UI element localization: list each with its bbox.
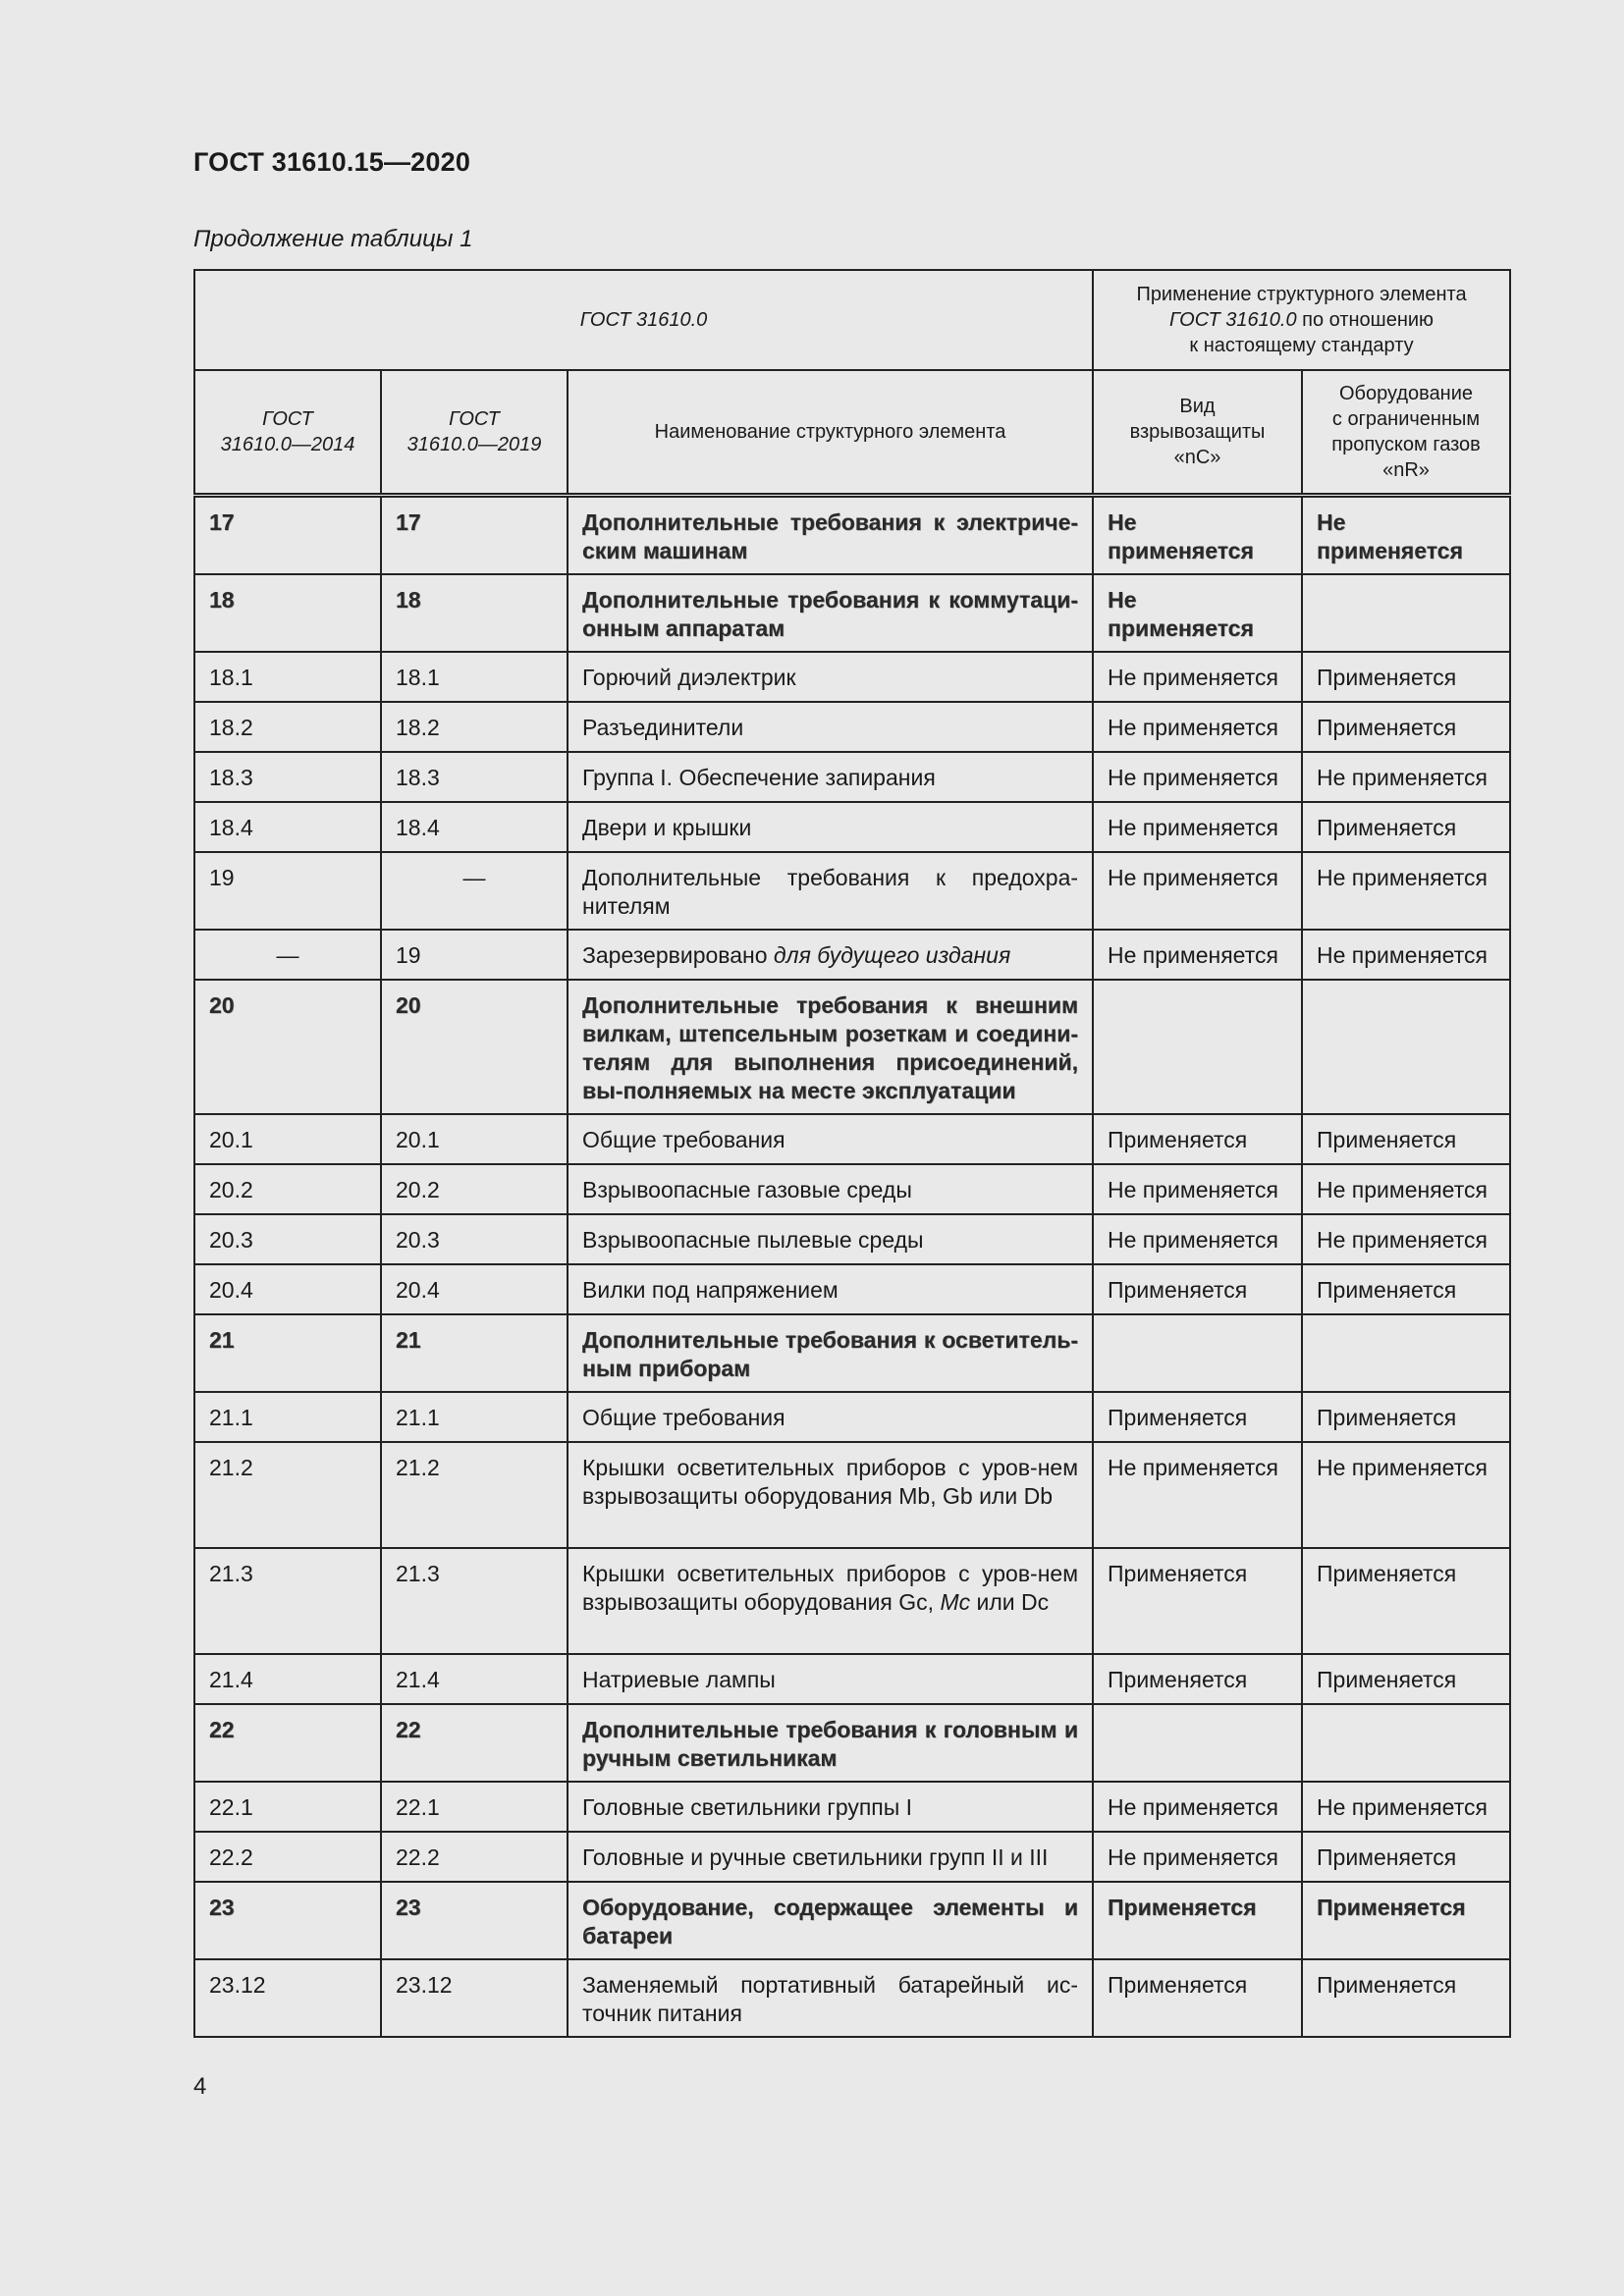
cell-nc: Не применяется (1093, 496, 1302, 575)
cell-element-name: Дополнительные требования к головным и ручным светильникам (568, 1704, 1093, 1782)
cell-gost-2019: 22 (381, 1704, 568, 1782)
group-header-application-ref: ГОСТ 31610.0 (1168, 309, 1297, 331)
cell-gost-2014: 22.1 (194, 1782, 381, 1832)
cell-gost-2019: 23.12 (381, 1959, 568, 2037)
cell-element-name-italic: Mc (940, 1589, 971, 1615)
cell-gost-2019: 21.3 (381, 1548, 568, 1654)
table-row (194, 1264, 1510, 1314)
cell-nc: Применяется (1093, 1654, 1302, 1704)
table-row (194, 930, 1510, 980)
column-header-equipment-nr (1302, 370, 1510, 496)
group-header-application-line3: к настоящему стандарту (1189, 335, 1414, 356)
cell-nc: Применяется (1093, 1959, 1302, 2037)
cell-gost-2014: 22.2 (194, 1832, 381, 1882)
group-header-application (1093, 270, 1510, 370)
column-header-nr-line4: «nR» (1382, 459, 1430, 481)
cell-nr (1302, 980, 1510, 1114)
column-header-gost-2014 (194, 370, 381, 496)
column-header-nr-line1: Оборудование (1339, 383, 1474, 404)
table-row (194, 802, 1510, 852)
cell-gost-2019: 18 (381, 574, 568, 652)
cell-nc: Не применяется (1093, 852, 1302, 930)
cell-gost-2019: — (381, 852, 568, 930)
column-header-element-name: Наименование структурного элемента (568, 370, 1093, 496)
cell-element-name: Головные светильники группы I (568, 1782, 1093, 1832)
cell-nc: Применяется (1093, 1548, 1302, 1654)
cell-nc: Применяется (1093, 1882, 1302, 1959)
document-title: ГОСТ 31610.15—2020 (193, 147, 471, 177)
cell-nr: Применяется (1302, 1832, 1510, 1882)
table-row (194, 1442, 1510, 1548)
table-row (194, 1832, 1510, 1882)
cell-element-name: Общие требования (568, 1114, 1093, 1164)
cell-gost-2014: 20.4 (194, 1264, 381, 1314)
cell-gost-2019: 19 (381, 930, 568, 980)
cell-element-name: Дополнительные требования к электриче-ским машинам (568, 496, 1093, 575)
table-row (194, 1959, 1510, 2037)
page-number: 4 (193, 2073, 207, 2100)
cell-element-name: Головные и ручные светильники групп II и III (568, 1832, 1093, 1882)
cell-gost-2014: 21.1 (194, 1392, 381, 1442)
table-row (194, 1782, 1510, 1832)
cell-gost-2014: 21 (194, 1314, 381, 1392)
column-header-nr-line2: с ограниченным (1331, 408, 1481, 430)
cell-gost-2019: 18.2 (381, 702, 568, 752)
cell-nr: Не применяется (1302, 1214, 1510, 1264)
cell-nr: Не применяется (1302, 1782, 1510, 1832)
cell-gost-2019: 23 (381, 1882, 568, 1959)
cell-element-name: Натриевые лампы (568, 1654, 1093, 1704)
table-header-row-columns (194, 370, 1510, 496)
cell-gost-2019: 20 (381, 980, 568, 1114)
cell-nc (1093, 980, 1302, 1114)
cell-element-name-italic: для будущего издания (773, 942, 1011, 968)
cell-nc: Применяется (1093, 1264, 1302, 1314)
cell-nc: Не применяется (1093, 802, 1302, 852)
cell-nr (1302, 574, 1510, 652)
cell-nc: Применяется (1093, 1114, 1302, 1164)
cell-nc: Не применяется (1093, 574, 1302, 652)
cell-nr: Применяется (1302, 802, 1510, 852)
cell-nr: Применяется (1302, 1548, 1510, 1654)
cell-gost-2014: 20.1 (194, 1114, 381, 1164)
column-header-nc-line1: Вид (1179, 396, 1216, 417)
table-row (194, 702, 1510, 752)
group-header-gost: ГОСТ 31610.0 (194, 270, 1093, 370)
cell-gost-2014: — (194, 930, 381, 980)
table-row (194, 1548, 1510, 1654)
cell-gost-2019: 18.3 (381, 752, 568, 802)
cell-element-name: Дополнительные требования к коммутаци-онным аппаратам (568, 574, 1093, 652)
column-header-nc-line3: «nC» (1173, 447, 1221, 468)
cell-gost-2014: 18.3 (194, 752, 381, 802)
cell-gost-2019: 20.1 (381, 1114, 568, 1164)
group-header-application-line2: по отношению (1296, 309, 1435, 331)
column-header-gost-2019-line1: ГОСТ (449, 408, 500, 430)
table-row (194, 1882, 1510, 1959)
cell-element-name (568, 1548, 1093, 1654)
cell-gost-2014: 23.12 (194, 1959, 381, 2037)
table-row (194, 1704, 1510, 1782)
cell-gost-2014: 17 (194, 496, 381, 575)
cell-nr: Применяется (1302, 1882, 1510, 1959)
table-continuation-caption: Продолжение таблицы 1 (193, 226, 473, 252)
cell-element-name: Взрывоопасные пылевые среды (568, 1214, 1093, 1264)
table-row (194, 496, 1510, 575)
column-header-protection-nc (1093, 370, 1302, 496)
cell-nc: Применяется (1093, 1392, 1302, 1442)
cell-gost-2014: 21.4 (194, 1654, 381, 1704)
cell-gost-2019: 21.1 (381, 1392, 568, 1442)
table-row (194, 1214, 1510, 1264)
cell-nc (1093, 1704, 1302, 1782)
cell-nc: Не применяется (1093, 1832, 1302, 1882)
cell-element-name: Вилки под напряжением (568, 1264, 1093, 1314)
cell-element-name-text: Зарезервировано (582, 942, 774, 968)
table-row (194, 1314, 1510, 1392)
table-row (194, 752, 1510, 802)
cell-element-name: Группа I. Обеспечение запирания (568, 752, 1093, 802)
cell-element-name: Разъединители (568, 702, 1093, 752)
table-row (194, 1114, 1510, 1164)
table-row (194, 652, 1510, 702)
cell-gost-2014: 20 (194, 980, 381, 1114)
cell-nr: Применяется (1302, 1114, 1510, 1164)
table-row (194, 574, 1510, 652)
table-row (194, 1392, 1510, 1442)
cell-nc (1093, 1314, 1302, 1392)
cell-gost-2019: 22.1 (381, 1782, 568, 1832)
cell-nr (1302, 1314, 1510, 1392)
cell-gost-2019: 17 (381, 496, 568, 575)
cell-nr: Применяется (1302, 1392, 1510, 1442)
cell-nr: Применяется (1302, 652, 1510, 702)
cell-nc: Не применяется (1093, 702, 1302, 752)
cell-nr: Применяется (1302, 702, 1510, 752)
cell-gost-2019: 22.2 (381, 1832, 568, 1882)
cell-nc: Не применяется (1093, 1442, 1302, 1548)
cell-element-name: Заменяемый портативный батарейный ис-точник питания (568, 1959, 1093, 2037)
cell-nr: Не применяется (1302, 1164, 1510, 1214)
cell-nr (1302, 1704, 1510, 1782)
cell-nr: Не применяется (1302, 1442, 1510, 1548)
column-header-gost-2019 (381, 370, 568, 496)
cell-element-name: Дополнительные требования к предохра-нителям (568, 852, 1093, 930)
table-row (194, 852, 1510, 930)
cell-gost-2014: 21.3 (194, 1548, 381, 1654)
column-header-gost-2014-line2: 31610.0—2014 (220, 434, 355, 455)
cell-gost-2014: 21.2 (194, 1442, 381, 1548)
cell-gost-2019: 18.4 (381, 802, 568, 852)
cell-gost-2019: 20.3 (381, 1214, 568, 1264)
table-row (194, 1164, 1510, 1214)
cell-element-name: Дополнительные требования к внешним вилкам, штепсельным розеткам и соедини-телям для выполнения присоединений, вы-полняемых на месте эксплуатации (568, 980, 1093, 1114)
cell-element-name: Общие требования (568, 1392, 1093, 1442)
cell-nr: Применяется (1302, 1654, 1510, 1704)
cell-nr: Не применяется (1302, 930, 1510, 980)
cell-gost-2014: 23 (194, 1882, 381, 1959)
column-header-nc-line2: взрывозащиты (1129, 421, 1266, 443)
cell-gost-2014: 18.1 (194, 652, 381, 702)
table-row (194, 980, 1510, 1114)
cell-gost-2014: 18.2 (194, 702, 381, 752)
cell-nc: Не применяется (1093, 1164, 1302, 1214)
cell-gost-2014: 18 (194, 574, 381, 652)
cell-nc: Не применяется (1093, 752, 1302, 802)
cell-gost-2019: 18.1 (381, 652, 568, 702)
cell-element-name-text: Крышки осветительных приборов с уров-нем взрывозащиты оборудования Gc, (582, 1561, 1079, 1615)
cell-gost-2014: 22 (194, 1704, 381, 1782)
cell-gost-2014: 19 (194, 852, 381, 930)
cell-element-name: Крышки осветительных приборов с уров-нем взрывозащиты оборудования Mb, Gb или Db (568, 1442, 1093, 1548)
cell-gost-2014: 18.4 (194, 802, 381, 852)
cell-element-name: Взрывоопасные газовые среды (568, 1164, 1093, 1214)
cell-nr: Не применяется (1302, 496, 1510, 575)
cell-element-name: Горючий диэлектрик (568, 652, 1093, 702)
cell-gost-2019: 20.2 (381, 1164, 568, 1214)
cell-element-name: Дополнительные требования к осветитель-ным приборам (568, 1314, 1093, 1392)
table-header-row-group (194, 270, 1510, 370)
cell-gost-2019: 21.4 (381, 1654, 568, 1704)
cell-nc: Не применяется (1093, 1214, 1302, 1264)
cell-gost-2014: 20.2 (194, 1164, 381, 1214)
cell-element-name (568, 930, 1093, 980)
cell-nr: Не применяется (1302, 852, 1510, 930)
cell-nc: Не применяется (1093, 1782, 1302, 1832)
cell-nc: Не применяется (1093, 652, 1302, 702)
cell-element-name-text-end: или Dc (970, 1589, 1050, 1615)
cell-nr: Не применяется (1302, 752, 1510, 802)
structural-elements-table (193, 269, 1511, 2038)
cell-gost-2019: 20.4 (381, 1264, 568, 1314)
cell-nc: Не применяется (1093, 930, 1302, 980)
table-row (194, 1654, 1510, 1704)
cell-nr: Применяется (1302, 1959, 1510, 2037)
cell-element-name: Оборудование, содержащее элементы и батареи (568, 1882, 1093, 1959)
cell-gost-2019: 21 (381, 1314, 568, 1392)
column-header-nr-line3: пропуском газов (1331, 434, 1481, 455)
cell-nr: Применяется (1302, 1264, 1510, 1314)
column-header-gost-2019-line2: 31610.0—2019 (406, 434, 542, 455)
cell-gost-2019: 21.2 (381, 1442, 568, 1548)
column-header-gost-2014-line1: ГОСТ (262, 408, 313, 430)
group-header-application-line1: Применение структурного элемента (1136, 284, 1467, 305)
cell-gost-2014: 20.3 (194, 1214, 381, 1264)
cell-element-name: Двери и крышки (568, 802, 1093, 852)
